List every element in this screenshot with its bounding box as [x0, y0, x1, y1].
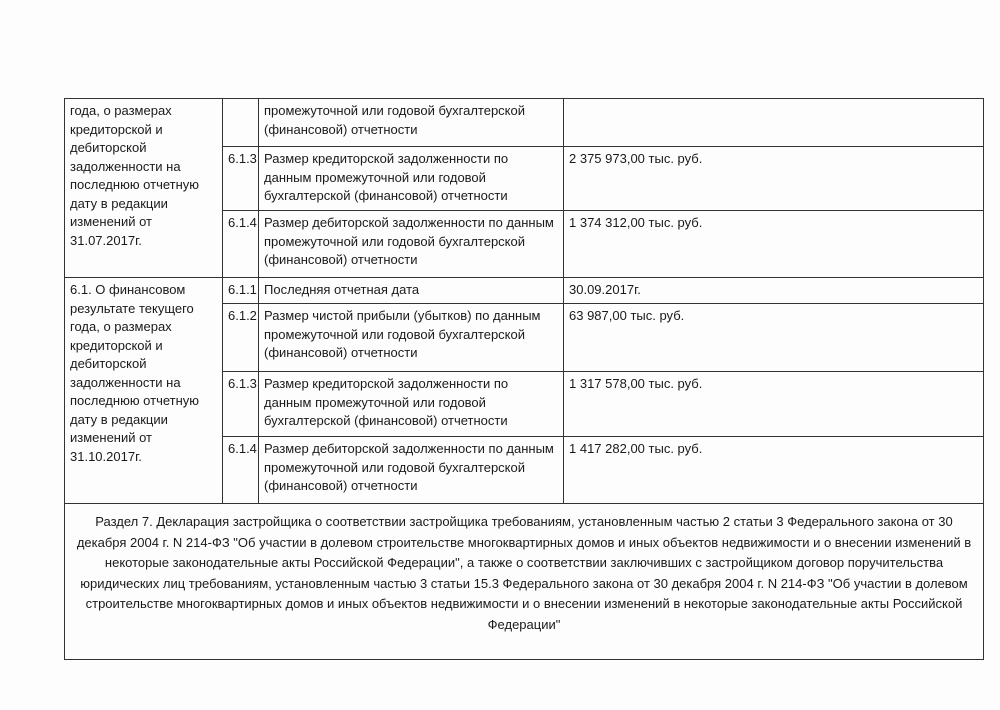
row-value: 2 375 973,00 тыс. руб.	[564, 147, 984, 211]
section-7-heading: Раздел 7. Декларация застройщика о соответствии застройщика требованиям, установленным частью 2 статьи 3 Федерального закона от 30 декабря 2004 г. N 214-ФЗ "Об участии в долевом строительстве многоквартирных домов и иных объектов недвижимости и о внесении изменений в некоторые законодательные акты Российской Федерации", а также о соответствии заключивших с застройщиком договор поручительства юридических лиц требованиям, установленным частью 3 статьи 15.3 Федерального закона от 30 декабря 2004 г. N 214-ФЗ "Об участии в долевом строительстве многоквартирных домов и иных объектов недвижимости и о внесении изменений в некоторые законодательные акты Российской Федерации"	[65, 504, 984, 660]
row-code	[223, 99, 259, 147]
row-code: 6.1.4	[223, 211, 259, 278]
row-value: 63 987,00 тыс. руб.	[564, 304, 984, 372]
row-value: 1 417 282,00 тыс. руб.	[564, 437, 984, 504]
row-code: 6.1.3	[223, 372, 259, 437]
row-code: 6.1.2	[223, 304, 259, 372]
row-value: 1 317 578,00 тыс. руб.	[564, 372, 984, 437]
table-row	[65, 278, 984, 304]
row-description: промежуточной или годовой бухгалтерской (финансовой) отчетности	[259, 99, 564, 147]
disclosure-table	[64, 98, 984, 660]
row-description: Размер кредиторской задолженности по данным промежуточной или годовой бухгалтерской (финансовой) отчетности	[259, 147, 564, 211]
group-label: 6.1. О финансовом результате текущего года, о размерах кредиторской и дебиторской задолженности на последнюю отчетную дату в редакции изменений от 31.10.2017г.	[65, 278, 223, 504]
row-value: 30.09.2017г.	[564, 278, 984, 304]
row-value	[564, 99, 984, 147]
row-description: Последняя отчетная дата	[259, 278, 564, 304]
row-description: Размер кредиторской задолженности по данным промежуточной или годовой бухгалтерской (финансовой) отчетности	[259, 372, 564, 437]
row-description: Размер дебиторской задолженности по данным промежуточной или годовой бухгалтерской (финансовой) отчетности	[259, 437, 564, 504]
row-code: 6.1.1	[223, 278, 259, 304]
section-7-row	[65, 504, 984, 660]
row-description: Размер дебиторской задолженности по данным промежуточной или годовой бухгалтерской (финансовой) отчетности	[259, 211, 564, 278]
table-row	[65, 99, 984, 147]
group-label: года, о размерах кредиторской и дебиторской задолженности на последнюю отчетную дату в редакции изменений от 31.07.2017г.	[65, 99, 223, 278]
row-value: 1 374 312,00 тыс. руб.	[564, 211, 984, 278]
row-code: 6.1.4	[223, 437, 259, 504]
row-description: Размер чистой прибыли (убытков) по данным промежуточной или годовой бухгалтерской (финансовой) отчетности	[259, 304, 564, 372]
row-code: 6.1.3	[223, 147, 259, 211]
